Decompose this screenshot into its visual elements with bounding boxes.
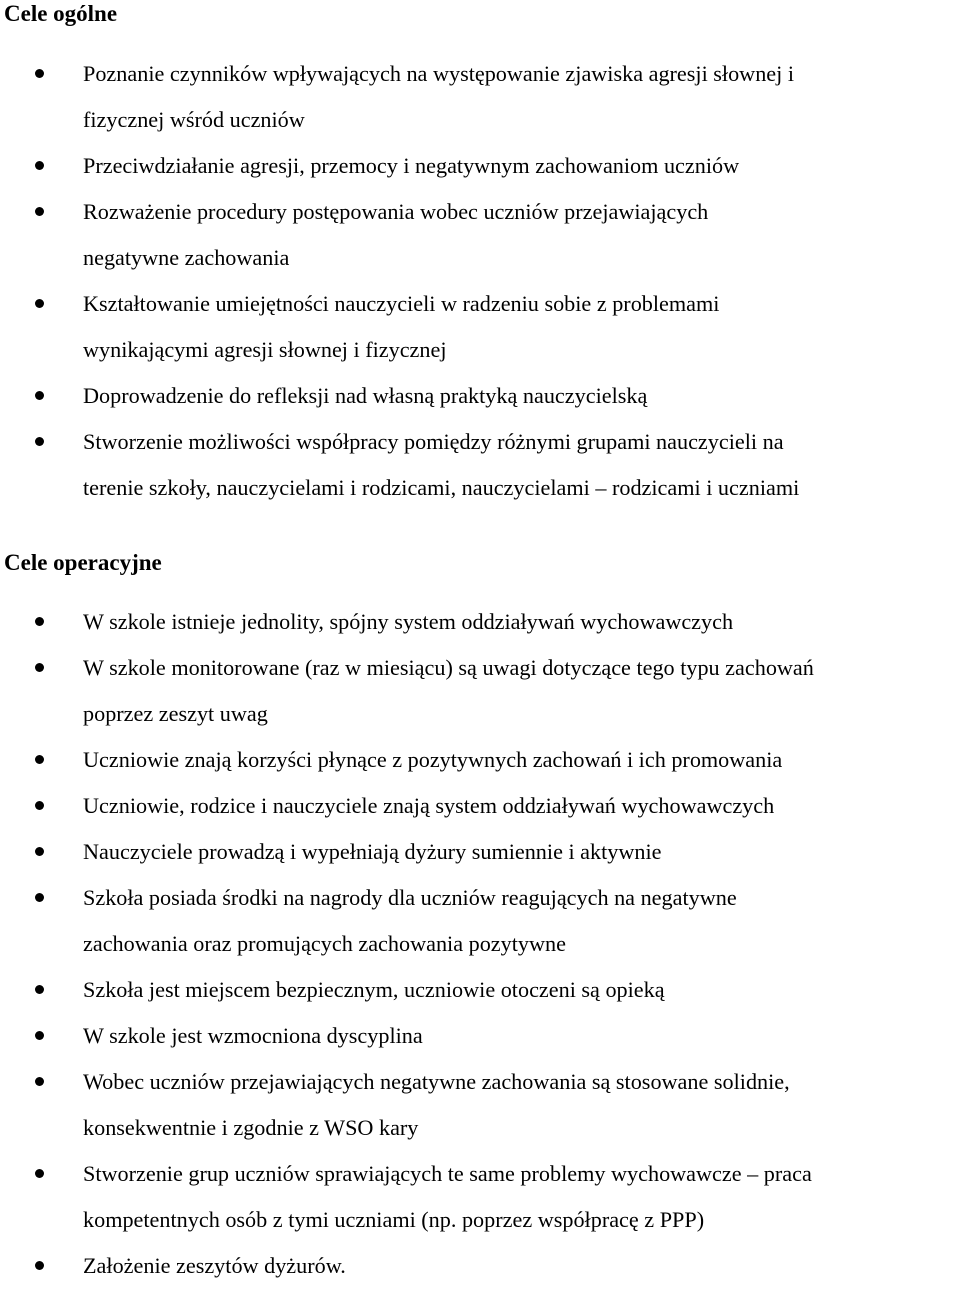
operational-goals-list bbox=[0, 599, 960, 1289]
bullet-icon bbox=[35, 1031, 44, 1040]
list-item-text-line: negatywne zachowania bbox=[83, 245, 290, 270]
list-item-text-line: Kształtowanie umiejętności nauczycieli w radzeniu sobie z problemami bbox=[83, 291, 720, 316]
bullet-icon bbox=[35, 1261, 44, 1270]
list-item bbox=[0, 373, 960, 419]
list-item bbox=[0, 967, 960, 1013]
list-item bbox=[0, 1243, 960, 1289]
list-item bbox=[0, 645, 960, 737]
list-item-text-line: Poznanie czynników wpływających na występowanie zjawiska agresji słownej i bbox=[83, 61, 795, 86]
bullet-icon bbox=[35, 847, 44, 856]
bullet-icon bbox=[35, 207, 44, 216]
list-item-text-line: Uczniowie, rodzice i nauczyciele znają system oddziaływań wychowawczych bbox=[83, 793, 775, 818]
bullet-icon bbox=[35, 663, 44, 672]
list-item bbox=[0, 143, 960, 189]
operational-goals-heading: Cele operacyjne bbox=[4, 550, 162, 575]
list-item-text-line: Uczniowie znają korzyści płynące z pozytywnych zachowań i ich promowania bbox=[83, 747, 783, 772]
bullet-icon bbox=[35, 755, 44, 764]
list-item-text-line: Wobec uczniów przejawiających negatywne zachowania są stosowane solidnie, bbox=[83, 1069, 790, 1094]
general-goals-heading: Cele ogólne bbox=[4, 1, 118, 26]
list-item-text-line: Stworzenie grup uczniów sprawiających te same problemy wychowawcze – praca bbox=[83, 1161, 812, 1186]
list-item bbox=[0, 281, 960, 373]
bullet-icon bbox=[35, 391, 44, 400]
bullet-icon bbox=[35, 1169, 44, 1178]
list-item-text-line: Przeciwdziałanie agresji, przemocy i negatywnym zachowaniom uczniów bbox=[83, 153, 740, 178]
list-item-text-line: Szkoła jest miejscem bezpiecznym, uczniowie otoczeni są opieką bbox=[83, 977, 665, 1002]
list-item-text-line: Stworzenie możliwości współpracy pomiędzy różnymi grupami nauczycieli na bbox=[83, 429, 784, 454]
list-item-text-line: terenie szkoły, nauczycielami i rodzicami, nauczycielami – rodzicami i uczniami bbox=[83, 475, 800, 500]
list-item-text-line: wynikającymi agresji słownej i fizycznej bbox=[83, 337, 447, 362]
list-item-text-line: zachowania oraz promujących zachowania pozytywne bbox=[83, 931, 566, 956]
list-item bbox=[0, 51, 960, 143]
bullet-icon bbox=[35, 617, 44, 626]
bullet-icon bbox=[35, 801, 44, 810]
list-item-text-line: W szkole monitorowane (raz w miesiącu) są uwagi dotyczące tego typu zachowań bbox=[83, 655, 814, 680]
list-item bbox=[0, 419, 960, 511]
list-item-text-line: W szkole jest wzmocniona dyscyplina bbox=[83, 1023, 423, 1048]
list-item-text-line: Rozważenie procedury postępowania wobec uczniów przejawiających bbox=[83, 199, 709, 224]
list-item-text-line: poprzez zeszyt uwag bbox=[83, 701, 268, 726]
general-goals-list bbox=[0, 51, 960, 511]
list-item-text-line: kompetentnych osób z tymi uczniami (np. poprzez współpracę z PPP) bbox=[83, 1207, 705, 1232]
list-item bbox=[0, 783, 960, 829]
bullet-icon bbox=[35, 985, 44, 994]
list-item bbox=[0, 875, 960, 967]
bullet-icon bbox=[35, 437, 44, 446]
list-item-text-line: W szkole istnieje jednolity, spójny system oddziaływań wychowawczych bbox=[83, 609, 734, 634]
bullet-icon bbox=[35, 299, 44, 308]
list-item bbox=[0, 737, 960, 783]
list-item-text-line: fizycznej wśród uczniów bbox=[83, 107, 305, 132]
list-item-text-line: Szkoła posiada środki na nagrody dla uczniów reagujących na negatywne bbox=[83, 885, 737, 910]
bullet-icon bbox=[35, 69, 44, 78]
list-item-text-line: konsekwentnie i zgodnie z WSO kary bbox=[83, 1115, 419, 1140]
list-item bbox=[0, 1059, 960, 1151]
list-item bbox=[0, 189, 960, 281]
bullet-icon bbox=[35, 893, 44, 902]
list-item bbox=[0, 1151, 960, 1243]
list-item bbox=[0, 1013, 960, 1059]
bullet-icon bbox=[35, 161, 44, 170]
list-item-text-line: Doprowadzenie do refleksji nad własną praktyką nauczycielską bbox=[83, 383, 648, 408]
list-item-text-line: Nauczyciele prowadzą i wypełniają dyżury sumiennie i aktywnie bbox=[83, 839, 662, 864]
list-item bbox=[0, 829, 960, 875]
list-item-text-line: Założenie zeszytów dyżurów. bbox=[83, 1253, 346, 1278]
list-item bbox=[0, 599, 960, 645]
bullet-icon bbox=[35, 1077, 44, 1086]
